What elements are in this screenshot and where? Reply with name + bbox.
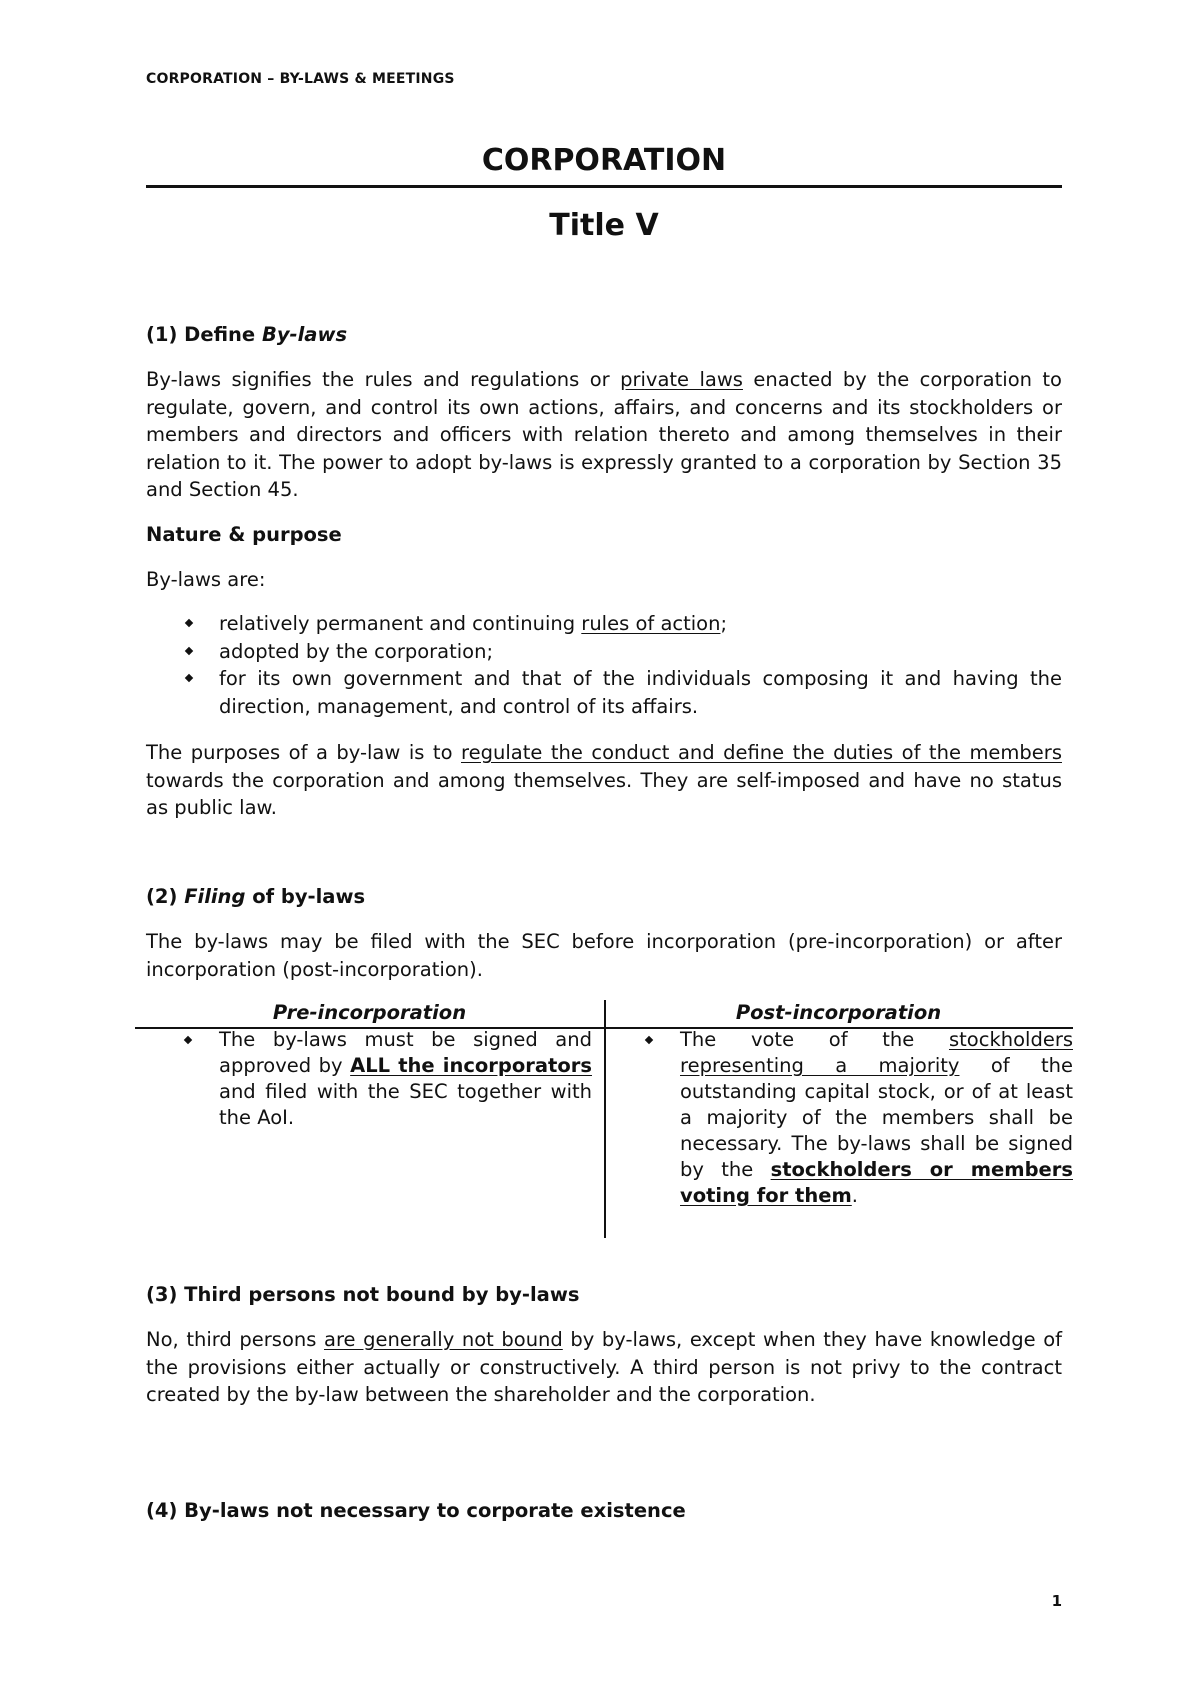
post-bold-underlined: stockholders or members voting for them: [680, 1158, 1073, 1207]
bullet-1-text-a: relatively permanent and continuing: [219, 612, 582, 635]
post-underlined: stockholders representing a majority: [680, 1028, 1073, 1077]
post-text-a: The vote of the: [680, 1028, 949, 1051]
section-2-heading-emphasis: Filing: [184, 885, 246, 908]
table-cell-pre-incorporation: [219, 1027, 592, 1131]
bullet-diamond-icon: [185, 619, 193, 627]
bullet-1-underlined: rules of action: [581, 612, 721, 635]
pre-text-b: and filed with the SEC together with the AoI.: [219, 1080, 592, 1129]
table-header-post-incorporation: Post-incorporation: [735, 1001, 942, 1024]
table-cell-post-incorporation: [680, 1027, 1073, 1209]
post-text-b: of the outstanding capital stock, or of at least a majority of the members shall be necessary. The by-laws shall be signed by the: [680, 1054, 1073, 1181]
section-1-definition: [146, 366, 1062, 504]
pre-bold-underlined: ALL the incorporators: [350, 1054, 592, 1077]
purpose-underlined: regulate the conduct and define the duties of the members: [461, 741, 1062, 764]
definition-underlined: private laws: [620, 368, 743, 391]
document-title: CORPORATION: [481, 143, 727, 178]
purpose-text-a: The purposes of a by-law is to: [146, 741, 461, 764]
section-4-heading: (4) By-laws not necessary to corporate existence: [146, 1499, 686, 1522]
nature-bullet-list: [146, 610, 1062, 720]
pre-text-a: The by-laws must be signed and approved by: [219, 1028, 592, 1077]
section-3-underlined: are generally not bound: [324, 1328, 563, 1351]
purpose-paragraph: [146, 739, 1062, 822]
bullet-diamond-icon: [185, 646, 193, 654]
post-text-c: .: [851, 1184, 858, 1207]
section-1-heading-emphasis: By-laws: [261, 323, 348, 346]
section-3-text-b: by by-laws, except when they have knowledge of the provisions either actually or constructively. A third person is not privy to the contract created by the by-law between the shareholder and the corporation.: [146, 1328, 1062, 1406]
bylaws-are-intro: By-laws are:: [146, 568, 266, 591]
purpose-text-b: towards the corporation and among themselves. They are self-imposed and have no status as public law.: [146, 768, 1062, 819]
section-2-heading-prefix: (2): [146, 885, 185, 908]
bullet-3-text: for its own government and that of the individuals composing it and having the direction, management, and control of its affairs.: [219, 667, 1062, 718]
list-item: [146, 665, 1062, 720]
bullet-1-text-b: ;: [720, 612, 728, 635]
section-1-heading: [146, 323, 347, 346]
definition-text-b: enacted by the corporation to regulate, govern, and control its own actions, affairs, and concerns and its stockholders or members and directors and officers with relation thereto and among themselves in their relation to it. The power to adopt by-laws is expressly granted to a corporation by Section 35 and Section 45.: [146, 368, 1062, 501]
section-3-paragraph: [146, 1326, 1062, 1409]
page-number: 1: [1051, 1592, 1062, 1610]
list-item: [146, 638, 1062, 666]
section-2-heading: [146, 885, 365, 908]
list-item: [146, 610, 1062, 638]
section-3-heading: (3) Third persons not bound by by-laws: [146, 1283, 580, 1306]
filing-comparison-table: [135, 1000, 1073, 1238]
table-header-pre-incorporation: Pre-incorporation: [272, 1001, 467, 1024]
section-1-heading-prefix: (1) Define: [146, 323, 262, 346]
bullet-diamond-icon: [184, 1036, 192, 1044]
definition-text-a: By-laws signifies the rules and regulations or: [146, 368, 621, 391]
section-2-intro: The by-laws may be filed with the SEC before incorporation (pre-incorporation) or after incorporation (post-incorporation).: [146, 930, 1062, 981]
section-2-heading-suffix: of by-laws: [245, 885, 366, 908]
document-subtitle: Title V: [549, 208, 659, 243]
table-column-divider: [604, 1000, 606, 1238]
document-page: [146, 0, 1073, 1696]
section-3-text-a: No, third persons: [146, 1328, 325, 1351]
bullet-2-text: adopted by the corporation;: [219, 639, 494, 663]
bullet-diamond-icon: [185, 674, 193, 682]
running-header: CORPORATION – BY-LAWS & MEETINGS: [146, 71, 455, 87]
title-rule: [146, 185, 1062, 188]
nature-purpose-heading: Nature & purpose: [146, 523, 342, 546]
bullet-diamond-icon: [645, 1036, 653, 1044]
